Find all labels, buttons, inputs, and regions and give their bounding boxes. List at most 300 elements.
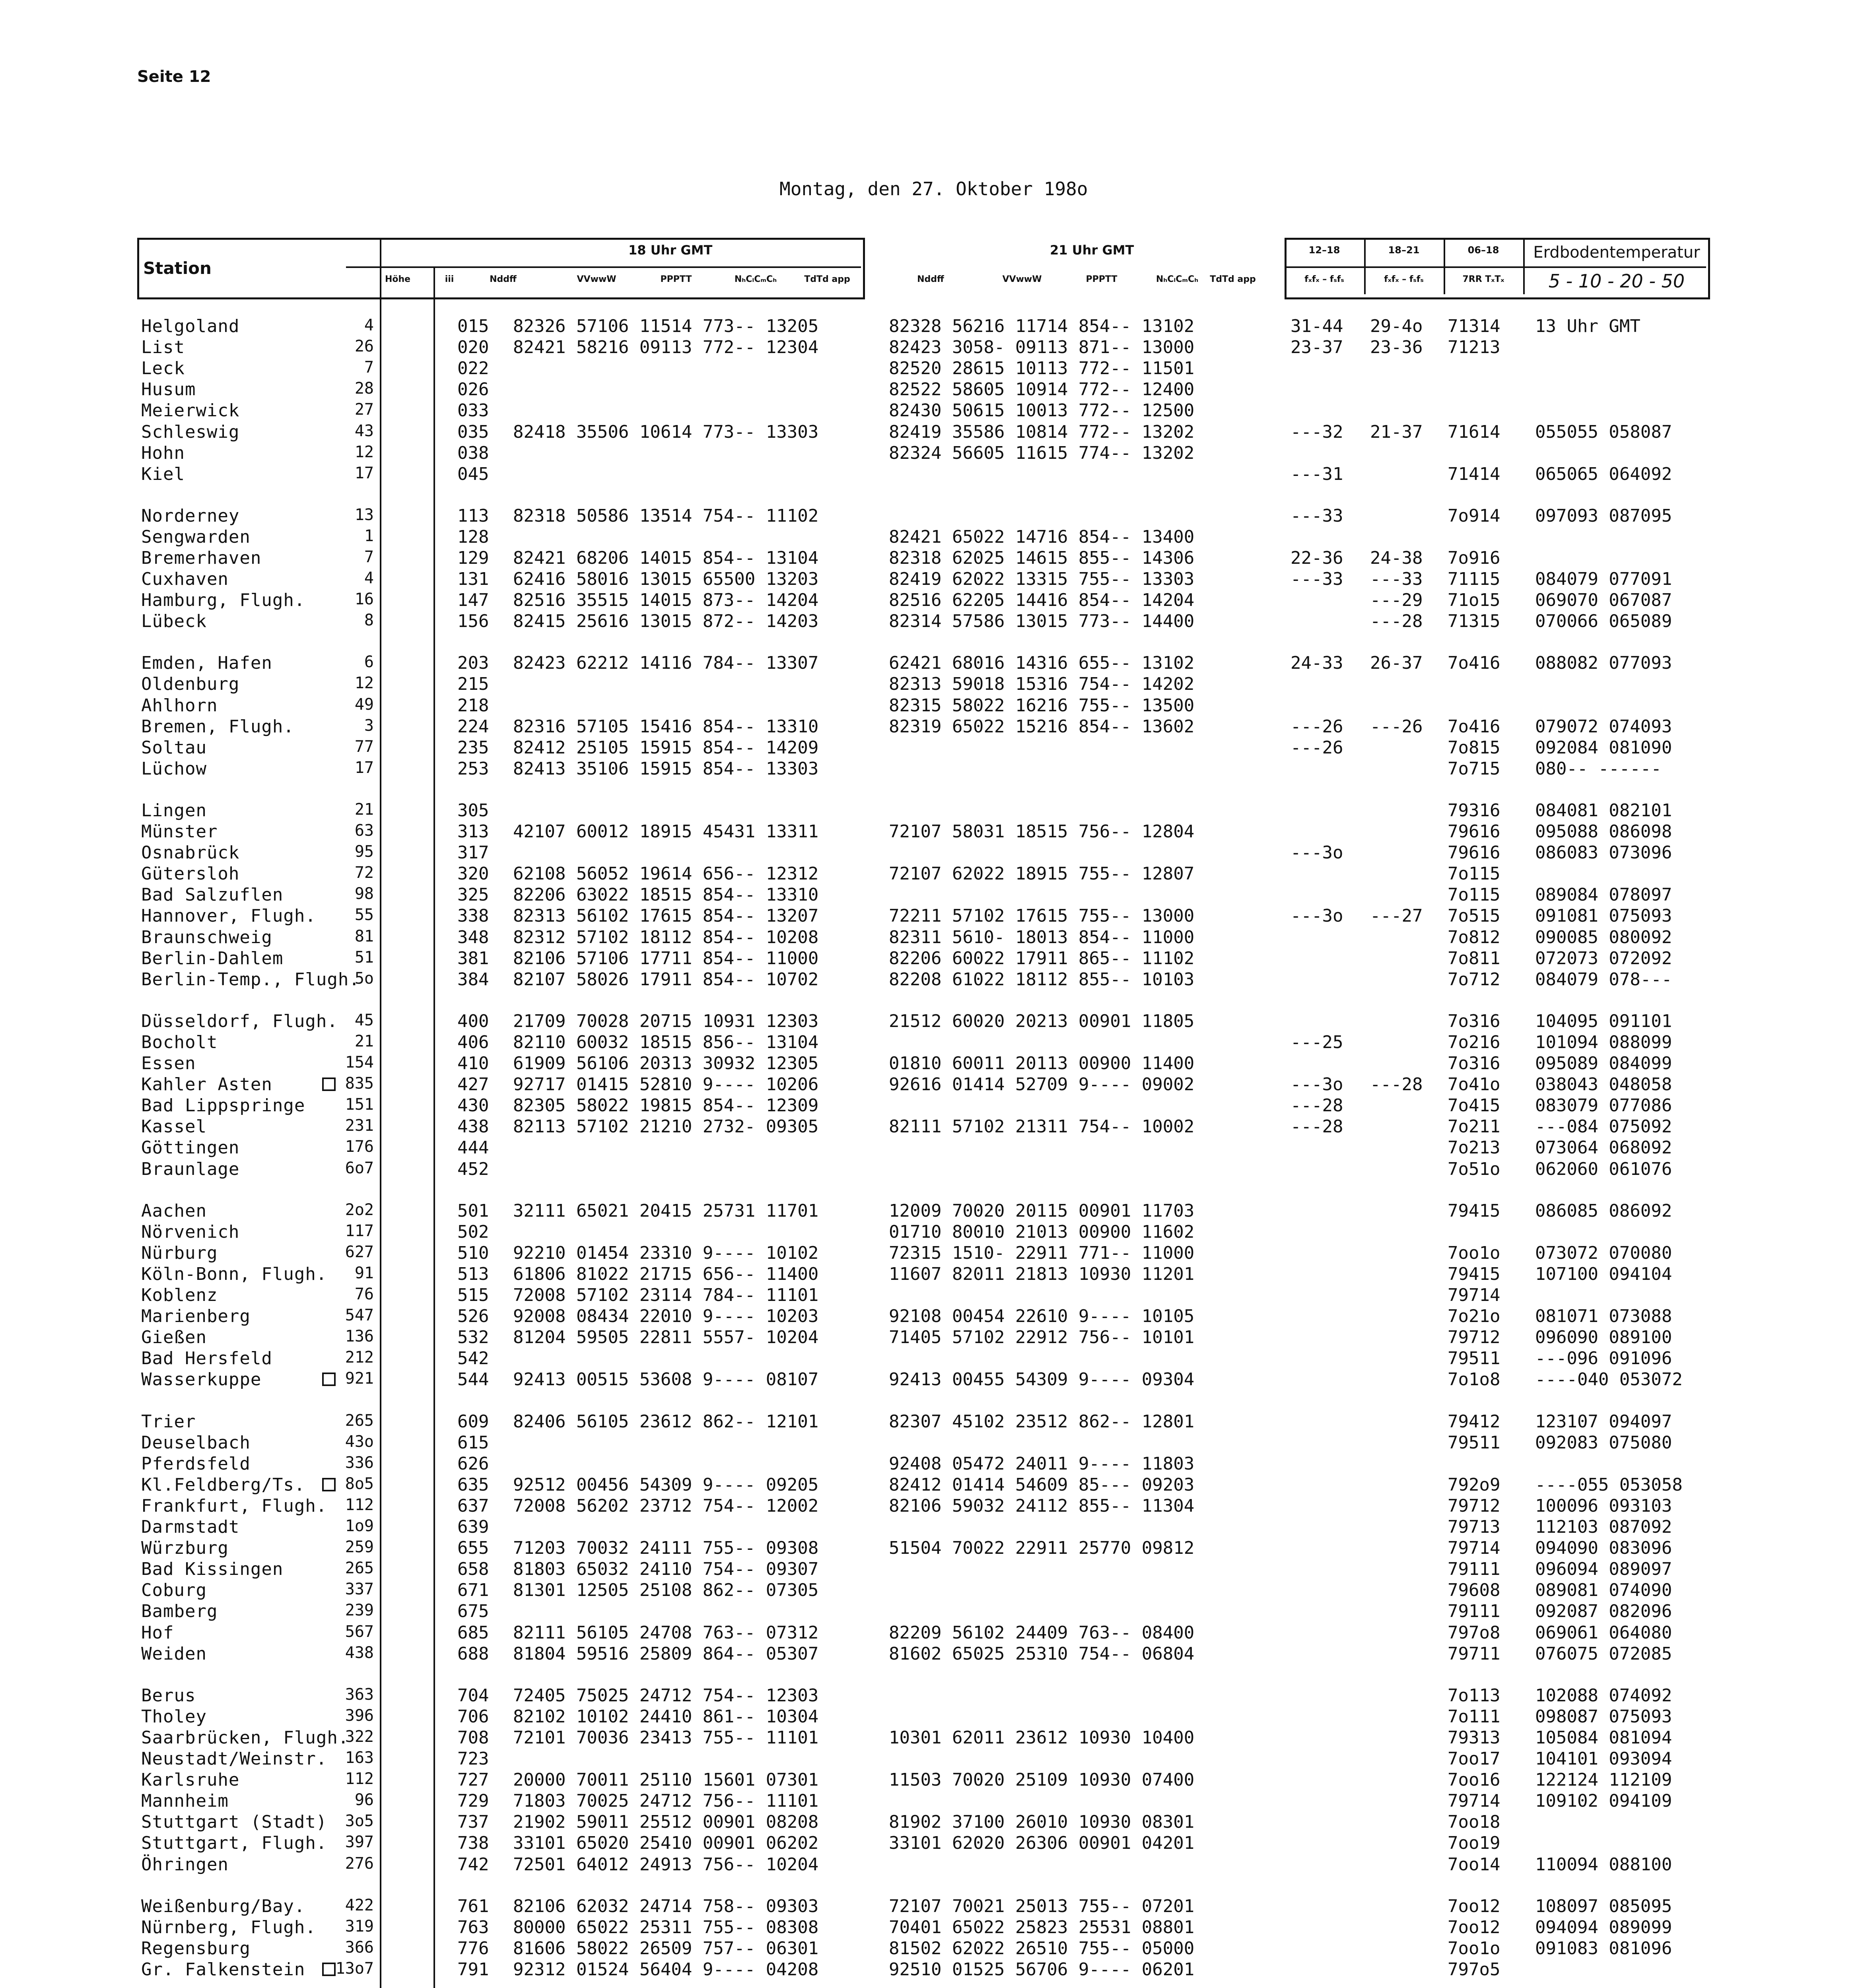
soil-temperatures: 110094 088100	[1535, 1854, 1672, 1875]
soil-temperatures: 094094 089099	[1535, 1917, 1672, 1938]
station-name: Bad Hersfeld	[141, 1348, 272, 1369]
soil-temperatures: 069061 064080	[1535, 1623, 1672, 1643]
station-height: 21	[354, 1032, 374, 1050]
rain-txtx-06-18: 79616	[1448, 821, 1500, 842]
station-name: Koblenz	[141, 1285, 218, 1305]
station-index: 438	[457, 1116, 489, 1137]
obs-21utc: 82209 56102 24409 763-- 08400	[889, 1623, 1195, 1643]
station-index: 704	[457, 1685, 489, 1706]
station-height: 12	[354, 674, 374, 692]
obs-21utc: 92510 01525 56706 9---- 06201	[889, 1959, 1195, 1980]
rain-txtx-06-18: 7o811	[1448, 948, 1500, 969]
station-index: 501	[457, 1201, 489, 1221]
station-height: 51	[354, 948, 374, 967]
station-name: Schleswig	[141, 422, 240, 442]
col-period-12-18: 12–18	[1308, 245, 1340, 256]
soil-temperatures: 081071 073088	[1535, 1306, 1672, 1326]
soil-temperatures: 13 Uhr GMT	[1535, 316, 1640, 336]
rain-txtx-06-18: 797o5	[1448, 1959, 1500, 1980]
obs-21utc: 92108 00454 22610 9---- 10105	[889, 1306, 1195, 1326]
station-index: 348	[457, 927, 489, 947]
col-group-21: 21 Uhr GMT	[1050, 243, 1134, 258]
obs-18utc: 20000 70011 25110 15601 07301	[513, 1770, 819, 1790]
soil-temperatures: ---084 075092	[1535, 1116, 1672, 1137]
station-height: 16	[354, 590, 374, 608]
rain-txtx-06-18: 7o1o8	[1448, 1369, 1500, 1390]
station-index: 156	[457, 611, 489, 631]
page-number: Seite 12	[137, 68, 211, 86]
obs-18utc: 21902 59011 25512 00901 08208	[513, 1812, 819, 1832]
gust-12-18: ---3o	[1291, 843, 1343, 863]
col-tdtd-21: TdTd app	[1210, 274, 1256, 284]
obs-21utc: 62421 68016 14316 655-- 13102	[889, 653, 1195, 673]
station-name: Würzburg	[141, 1538, 229, 1558]
station-name: Kiel	[141, 464, 185, 484]
obs-18utc: 81204 59505 22811 5557- 10204	[513, 1327, 819, 1347]
soil-temperatures: 123107 094097	[1535, 1411, 1672, 1432]
gust-12-18: ---25	[1291, 1032, 1343, 1052]
obs-21utc: 72107 62022 18915 755-- 12807	[889, 864, 1195, 884]
obs-18utc: 82107 58026 17911 854-- 10702	[513, 969, 819, 990]
hdr-rule-b	[1444, 239, 1445, 294]
station-height: 43	[354, 422, 374, 440]
rain-txtx-06-18: 79714	[1448, 1285, 1500, 1305]
station-height: 13o7	[335, 1959, 374, 1978]
rain-txtx-06-18: 792o9	[1448, 1475, 1500, 1495]
obs-18utc: 82413 35106 15915 854-- 13303	[513, 759, 819, 779]
obs-21utc: 82111 57102 21311 754-- 10002	[889, 1116, 1195, 1137]
soil-temperatures: 073064 068092	[1535, 1138, 1672, 1158]
obs-18utc: 92312 01524 56404 9---- 04208	[513, 1959, 819, 1980]
station-index: 038	[457, 443, 489, 463]
rain-txtx-06-18: 7o916	[1448, 548, 1500, 568]
obs-18utc: 82516 35515 14015 873-- 14204	[513, 590, 819, 610]
station-index: 224	[457, 716, 489, 737]
station-index: 444	[457, 1138, 489, 1158]
station-height: 322	[345, 1728, 374, 1746]
soil-temperatures: ---096 091096	[1535, 1348, 1672, 1369]
soil-temperatures: ----040 053072	[1535, 1369, 1683, 1390]
rain-txtx-06-18: 7oo17	[1448, 1749, 1500, 1769]
station-height: 17	[354, 464, 374, 482]
station-name: Kassel	[141, 1116, 207, 1137]
station-height: 98	[354, 885, 374, 903]
obs-21utc: 82319 65022 15216 854-- 13602	[889, 716, 1195, 737]
obs-21utc: 82520 28615 10113 772-- 11501	[889, 358, 1195, 379]
obs-18utc: 72405 75025 24712 754-- 12303	[513, 1685, 819, 1706]
rain-txtx-06-18: 7o715	[1448, 759, 1500, 779]
station-index: 706	[457, 1706, 489, 1727]
obs-21utc: 01710 80010 21013 00900 11602	[889, 1222, 1195, 1242]
soil-temperatures: 104095 091101	[1535, 1011, 1672, 1031]
obs-18utc: 62108 56052 19614 656-- 12312	[513, 864, 819, 884]
station-name: Göttingen	[141, 1138, 240, 1158]
station-height: 77	[354, 738, 374, 756]
obs-18utc: 62416 58016 13015 65500 13203	[513, 569, 819, 589]
station-name: Marienberg	[141, 1306, 251, 1326]
station-name: Kahler Asten	[141, 1074, 272, 1095]
obs-18utc: 82305 58022 19815 854-- 12309	[513, 1095, 819, 1116]
soil-temperatures: 079072 074093	[1535, 716, 1672, 737]
obs-18utc: 82106 62032 24714 758-- 09303	[513, 1896, 819, 1916]
soil-temperatures: 084079 078---	[1535, 969, 1672, 990]
rain-txtx-06-18: 71614	[1448, 422, 1500, 442]
obs-21utc: 72315 1510- 22911 771-- 11000	[889, 1243, 1195, 1263]
col-nddff-18: Nddff	[490, 274, 517, 284]
col-iii: iii	[445, 274, 454, 284]
rain-txtx-06-18: 79714	[1448, 1538, 1500, 1558]
station-name: Meierwick	[141, 400, 240, 421]
station-index: 688	[457, 1644, 489, 1664]
obs-21utc: 82208 61022 18112 855-- 10103	[889, 969, 1195, 990]
station-height: 27	[354, 400, 374, 419]
station-index: 727	[457, 1770, 489, 1790]
rain-txtx-06-18: 7o51o	[1448, 1159, 1500, 1179]
station-height: 5o	[354, 969, 374, 988]
station-index: 015	[457, 316, 489, 336]
station-height: 3o5	[345, 1812, 374, 1830]
obs-18utc: 82313 56102 17615 854-- 13207	[513, 906, 819, 926]
station-height: 55	[354, 906, 374, 924]
station-name: Leck	[141, 358, 185, 379]
rain-txtx-06-18: 7o216	[1448, 1032, 1500, 1052]
station-name: Berlin-Temp., Flugh.	[141, 969, 360, 990]
station-index: 626	[457, 1454, 489, 1474]
rain-txtx-06-18: 79313	[1448, 1728, 1500, 1748]
soil-temperatures: 038043 048058	[1535, 1074, 1672, 1095]
station-index: 022	[457, 358, 489, 379]
col-group-18: 18 Uhr GMT	[628, 243, 713, 258]
rain-txtx-06-18: 7oo18	[1448, 1812, 1500, 1832]
obs-18utc: 82412 25105 15915 854-- 14209	[513, 738, 819, 758]
gust-18-21: ---33	[1370, 569, 1423, 589]
obs-18utc: 82423 62212 14116 784-- 13307	[513, 653, 819, 673]
rain-txtx-06-18: 7oo12	[1448, 1896, 1500, 1916]
obs-18utc: 82326 57106 11514 773-- 13205	[513, 316, 819, 336]
station-height: 336	[345, 1454, 374, 1472]
station-name: Kl.Feldberg/Ts.	[141, 1475, 305, 1495]
station-name: Darmstadt	[141, 1517, 240, 1537]
station-height: 28	[354, 379, 374, 398]
col-erdbodentemperatur: Erdbodentemperatur	[1533, 243, 1700, 262]
rain-txtx-06-18: 79714	[1448, 1791, 1500, 1811]
station-height: 43o	[345, 1433, 374, 1451]
obs-21utc: 82516 62205 14416 854-- 14204	[889, 590, 1195, 610]
soil-temperatures: 084081 082101	[1535, 800, 1672, 821]
station-index: 020	[457, 337, 489, 357]
obs-18utc: 81301 12505 25108 862-- 07305	[513, 1580, 819, 1600]
station-index: 635	[457, 1475, 489, 1495]
station-name: Braunschweig	[141, 927, 272, 947]
station-index: 338	[457, 906, 489, 926]
station-index: 128	[457, 527, 489, 547]
rain-txtx-06-18: 71o15	[1448, 590, 1500, 610]
soil-temperatures: ----055 053058	[1535, 1475, 1683, 1495]
station-height: 547	[345, 1306, 374, 1324]
station-height: 112	[345, 1496, 374, 1514]
gust-18-21: ---26	[1370, 716, 1423, 737]
station-height: 259	[345, 1538, 374, 1556]
station-index: 761	[457, 1896, 489, 1916]
obs-21utc: 82328 56216 11714 854-- 13102	[889, 316, 1195, 336]
hdr-rule-c	[1523, 239, 1525, 294]
rain-txtx-06-18: 79412	[1448, 1411, 1500, 1432]
obs-18utc: 82415 25616 13015 872-- 14203	[513, 611, 819, 631]
station-index: 655	[457, 1538, 489, 1558]
obs-18utc: 82421 58216 09113 772-- 12304	[513, 337, 819, 357]
station-height: 91	[354, 1264, 374, 1282]
station-height: 6	[364, 653, 374, 671]
soil-temperatures: 073072 070080	[1535, 1243, 1672, 1263]
station-index: 325	[457, 885, 489, 905]
station-name: Bremerhaven	[141, 548, 262, 568]
obs-21utc: 82421 65022 14716 854-- 13400	[889, 527, 1195, 547]
rain-txtx-06-18: 79511	[1448, 1348, 1500, 1369]
obs-18utc: 92210 01454 23310 9---- 10102	[513, 1243, 819, 1263]
station-height: 6o7	[345, 1159, 374, 1177]
obs-21utc: 51504 70022 22911 25770 09812	[889, 1538, 1195, 1558]
station-name: Cuxhaven	[141, 569, 229, 589]
obs-18utc: 82312 57102 18112 854-- 10208	[513, 927, 819, 947]
station-index: 035	[457, 422, 489, 442]
mountain-station-icon	[322, 1077, 336, 1091]
rain-txtx-06-18: 71315	[1448, 611, 1500, 631]
col-nddff-21: Nddff	[917, 274, 944, 284]
station-name: Lübeck	[141, 611, 207, 631]
header-rule	[346, 266, 861, 268]
obs-21utc: 72211 57102 17615 755-- 13000	[889, 906, 1195, 926]
header-rule-right	[1285, 266, 1706, 268]
obs-18utc: 82113 57102 21210 2732- 09305	[513, 1116, 819, 1137]
soil-temperatures: 091083 081096	[1535, 1938, 1672, 1959]
soil-temperatures: 094090 083096	[1535, 1538, 1672, 1558]
station-height: 96	[354, 1791, 374, 1809]
soil-temperatures: 092083 075080	[1535, 1433, 1672, 1453]
gust-12-18: 23-37	[1291, 337, 1343, 357]
col-rule-hoehe	[380, 239, 381, 1988]
gust-18-21: ---28	[1370, 611, 1423, 631]
soil-temperatures: 070066 065089	[1535, 611, 1672, 631]
rain-txtx-06-18: 7o515	[1448, 906, 1500, 926]
gust-12-18: ---26	[1291, 738, 1343, 758]
station-index: 639	[457, 1517, 489, 1537]
obs-21utc: 82314 57586 13015 773-- 14400	[889, 611, 1195, 631]
soil-temperatures: 122124 112109	[1535, 1770, 1672, 1790]
gust-12-18: ---3o	[1291, 1074, 1343, 1095]
station-name: Bad Lippspringe	[141, 1095, 305, 1116]
station-name: Öhringen	[141, 1854, 229, 1875]
station-index: 203	[457, 653, 489, 673]
col-tdtd-18: TdTd app	[804, 274, 850, 284]
soil-temperatures: 083079 077086	[1535, 1095, 1672, 1116]
obs-21utc: 82206 60022 17911 865-- 11102	[889, 948, 1195, 969]
rain-txtx-06-18: 7oo12	[1448, 1917, 1500, 1938]
station-index: 381	[457, 948, 489, 969]
obs-18utc: 21709 70028 20715 10931 12303	[513, 1011, 819, 1031]
obs-18utc: 92413 00515 53608 9---- 08107	[513, 1369, 819, 1390]
soil-temperatures: 091081 075093	[1535, 906, 1672, 926]
soil-temperatures: 096094 089097	[1535, 1559, 1672, 1579]
station-height: 337	[345, 1580, 374, 1598]
station-height: 95	[354, 843, 374, 861]
soil-temperatures: 095089 084099	[1535, 1053, 1672, 1074]
station-index: 045	[457, 464, 489, 484]
rain-txtx-06-18: 7o316	[1448, 1053, 1500, 1074]
gust-18-21: ---27	[1370, 906, 1423, 926]
col-period-06-18: 06–18	[1467, 245, 1499, 256]
rain-txtx-06-18: 7o211	[1448, 1116, 1500, 1137]
obs-21utc: 82430 50615 10013 772-- 12500	[889, 400, 1195, 421]
station-name: Braunlage	[141, 1159, 240, 1179]
station-index: 502	[457, 1222, 489, 1242]
rain-txtx-06-18: 7oo1o	[1448, 1938, 1500, 1959]
station-index: 129	[457, 548, 489, 568]
station-height: 363	[345, 1685, 374, 1704]
station-name: Bremen, Flugh.	[141, 716, 294, 737]
rain-txtx-06-18: 79616	[1448, 843, 1500, 863]
station-index: 791	[457, 1959, 489, 1980]
station-height: 151	[345, 1095, 374, 1114]
station-height: 49	[354, 695, 374, 714]
rain-txtx-06-18: 7o115	[1448, 864, 1500, 884]
obs-18utc: 32111 65021 20415 25731 11701	[513, 1201, 819, 1221]
station-height: 8o5	[345, 1475, 374, 1493]
col-station: Station	[143, 258, 212, 278]
rain-txtx-06-18: 79713	[1448, 1517, 1500, 1537]
station-index: 615	[457, 1433, 489, 1453]
obs-21utc: 82307 45102 23512 862-- 12801	[889, 1411, 1195, 1432]
station-name: Trier	[141, 1411, 196, 1432]
obs-18utc: 42107 60012 18915 45431 13311	[513, 821, 819, 842]
station-name: Saarbrücken, Flugh.	[141, 1728, 349, 1748]
station-height: 7	[364, 358, 374, 377]
station-name: Neustadt/Weinstr.	[141, 1749, 327, 1769]
station-height: 396	[345, 1706, 374, 1725]
gust-18-21: 21-37	[1370, 422, 1423, 442]
station-name: Oldenburg	[141, 674, 240, 694]
rain-txtx-06-18: 79711	[1448, 1644, 1500, 1664]
station-height: 397	[345, 1833, 374, 1851]
station-height: 8	[364, 611, 374, 629]
obs-21utc: 72107 70021 25013 755-- 07201	[889, 1896, 1195, 1916]
station-name: Osnabrück	[141, 843, 240, 863]
station-index: 742	[457, 1854, 489, 1875]
rain-txtx-06-18: 7oo16	[1448, 1770, 1500, 1790]
obs-21utc: 82419 62022 13315 755-- 13303	[889, 569, 1195, 589]
station-index: 430	[457, 1095, 489, 1116]
station-name: Wasserkuppe	[141, 1369, 262, 1390]
soil-temperatures: 072073 072092	[1535, 948, 1672, 969]
station-name: Gr. Falkenstein	[141, 1959, 305, 1980]
obs-18utc: 81803 65032 24110 754-- 09307	[513, 1559, 819, 1579]
station-index: 708	[457, 1728, 489, 1748]
obs-21utc: 82423 3058- 09113 871-- 13000	[889, 337, 1195, 357]
soil-temperatures: 104101 093094	[1535, 1749, 1672, 1769]
soil-temperatures: 089081 074090	[1535, 1580, 1672, 1600]
obs-18utc: 82316 57105 15416 854-- 13310	[513, 716, 819, 737]
rain-txtx-06-18: 71115	[1448, 569, 1500, 589]
soil-temperatures: 105084 081094	[1535, 1728, 1672, 1748]
obs-21utc: 82311 5610- 18013 854-- 11000	[889, 927, 1195, 947]
station-name: Bad Kissingen	[141, 1559, 284, 1579]
obs-18utc: 82102 10102 24410 861-- 10304	[513, 1706, 819, 1727]
station-name: Weißenburg/Bay.	[141, 1896, 305, 1916]
rain-txtx-06-18: 71314	[1448, 316, 1500, 336]
gust-12-18: ---26	[1291, 716, 1343, 737]
rain-txtx-06-18: 79712	[1448, 1496, 1500, 1516]
station-height: 1o9	[345, 1517, 374, 1535]
soil-temperatures: 109102 094109	[1535, 1791, 1672, 1811]
soil-temperatures: 088082 077093	[1535, 653, 1672, 673]
soil-temperatures: 102088 074092	[1535, 1685, 1672, 1706]
obs-18utc: 82106 57106 17711 854-- 11000	[513, 948, 819, 969]
station-index: 384	[457, 969, 489, 990]
obs-18utc: 71203 70032 24111 755-- 09308	[513, 1538, 819, 1558]
station-name: Lingen	[141, 800, 207, 821]
soil-temperatures: 108097 085095	[1535, 1896, 1672, 1916]
gust-18-21: ---28	[1370, 1074, 1423, 1095]
soil-temperatures: 097093 087095	[1535, 506, 1672, 526]
station-index: 320	[457, 864, 489, 884]
obs-18utc: 80000 65022 25311 755-- 08308	[513, 1917, 819, 1938]
station-height: 81	[354, 927, 374, 945]
obs-18utc: 82111 56105 24708 763-- 07312	[513, 1623, 819, 1643]
station-index: 452	[457, 1159, 489, 1179]
soil-temperatures: 107100 094104	[1535, 1264, 1672, 1284]
gust-12-18: ---32	[1291, 422, 1343, 442]
gust-18-21: ---29	[1370, 590, 1423, 610]
col-clouds-21: NₕCₗCₘCₕ	[1156, 274, 1199, 284]
station-height: 63	[354, 821, 374, 840]
obs-21utc: 82315 58022 16216 755-- 13500	[889, 695, 1195, 716]
station-index: 313	[457, 821, 489, 842]
mountain-station-icon	[322, 1478, 336, 1491]
station-name: Hamburg, Flugh.	[141, 590, 305, 610]
station-height: 422	[345, 1896, 374, 1914]
col-erd-depths: 5 - 10 - 20 - 50	[1548, 270, 1685, 292]
station-name: Weiden	[141, 1644, 207, 1664]
station-index: 510	[457, 1243, 489, 1263]
station-name: Münster	[141, 821, 218, 842]
obs-18utc: 82418 35506 10614 773-- 13303	[513, 422, 819, 442]
gust-12-18: ---28	[1291, 1095, 1343, 1116]
col-vvwww-21: VVwwW	[1002, 274, 1042, 284]
station-index: 526	[457, 1306, 489, 1326]
soil-temperatures: 086083 073096	[1535, 843, 1672, 863]
station-index: 215	[457, 674, 489, 694]
obs-21utc: 10301 62011 23612 10930 10400	[889, 1728, 1195, 1748]
rain-txtx-06-18: 7o712	[1448, 969, 1500, 990]
station-name: Karlsruhe	[141, 1770, 240, 1790]
station-height: 7	[364, 548, 374, 566]
gust-18-21: 29-4o	[1370, 316, 1423, 336]
col-fxfx-1: fₓfₓ – fₛfₛ	[1304, 274, 1344, 284]
rain-txtx-06-18: 79511	[1448, 1433, 1500, 1453]
station-name: Hannover, Flugh.	[141, 906, 316, 926]
station-name: Mannheim	[141, 1791, 229, 1811]
obs-18utc: 61909 56106 20313 30932 12305	[513, 1053, 819, 1074]
station-name: Gütersloh	[141, 864, 240, 884]
col-period-18-21: 18–21	[1388, 245, 1420, 256]
station-name: Nörvenich	[141, 1222, 240, 1242]
obs-18utc: 92008 08434 22010 9---- 10203	[513, 1306, 819, 1326]
station-height: 163	[345, 1749, 374, 1767]
obs-21utc: 81902 37100 26010 10930 08301	[889, 1812, 1195, 1832]
station-name: Nürburg	[141, 1243, 218, 1263]
soil-temperatures: 095088 086098	[1535, 821, 1672, 842]
station-height: 627	[345, 1243, 374, 1261]
gust-18-21: 26-37	[1370, 653, 1423, 673]
